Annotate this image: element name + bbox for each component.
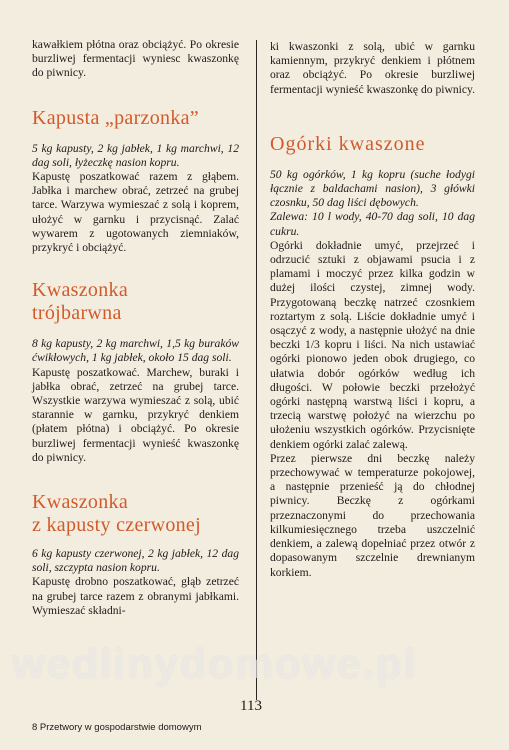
watermark: wedlinydomowe.pl (12, 640, 418, 687)
left-column (32, 38, 239, 618)
recipe-method: Kapustę drobno poszatkować, głąb zetrzeć na grubej tarce razem z obranymi jabłkami. Wymieszać składni- (32, 575, 239, 617)
recipe-title-kapusta-parzonka: Kapusta „parzonka” (32, 106, 199, 129)
column-divider (256, 40, 257, 700)
right-intro-text: ki kwaszonki z solą, ubić w garnku kamiennym, przykryć denkiem i płótnem oraz obciążyć. Po okresie burzliwej fermentacji wynieść kwaszonkę do piwnicy. (270, 40, 475, 96)
recipe-method: Ogórki dokładnie umyć, przejrzeć i odrzucić sztuki z objawami psucia i z plamami i moczyć przez kilka godzin w dużej ilości czystej, zimnej wody. Przygotowaną beczkę natrzeć czosnkiem roztartym z solą. Liście dokładnie umyć i osączyć z wody, a następnie ułożyć na dnie beczki 1/3 kopru i liści. Na nich ustawiać ogórki pionowo jeden obok drugiego, co ułatwia dobór ogórków według ich długości. W połowie beczki przełożyć ogórki następną warstwą liści i kopru, a trzecią warstwę położyć na wierzchu po ułożeniu wszystkich ogórków. Przycisnięte denkiem ogórki zalać zalewą. (270, 238, 475, 451)
recipe-title-line2: trójbarwna (32, 302, 122, 325)
footer-note: 8 Przetwory w gospodarstwie domowym (32, 722, 202, 733)
recipe-ingredients: 5 kg kapusty, 2 kg jabłek, 1 kg marchwi, 12 dag soli, łyżeczkę nasion kopru. (32, 141, 239, 169)
left-intro-text: kawałkiem płótna oraz obciążyć. Po okresie burzliwej fermentacji wyniesc kwaszonkę do piwnicy. (32, 38, 239, 80)
recipe-method-2: Przez pierwsze dni beczkę należy przechowywać w temperaturze pokojowej, a następnie przenieść ją do chłodnej piwnicy. Beczkę z ogórkami przeznaczonymi do przechowania kilkumiesięcznego trzeba uszczelnić denkiem, a zalewą dopełniać przez otwór z dopasowanym szczelnie drewnianym korkiem. (270, 451, 475, 579)
recipe-title-line1: Kwaszonka (32, 491, 129, 514)
recipe-ingredients: 50 kg ogórków, 1 kg kopru (suche łodygi łącznie z baldachami nasion), 3 główki czosnku, 50 dag liści dębowych. (270, 167, 475, 210)
recipe-title-line2: z kapusty czerwonej (32, 514, 201, 537)
recipe-title-ogorki-kwaszone: Ogórki kwaszone (270, 132, 426, 155)
page-number: 113 (240, 698, 262, 714)
recipe-ingredients: 6 kg kapusty czerwonej, 2 kg jabłek, 12 dag soli, szczypta nasion kopru. (32, 547, 239, 575)
recipe-brine: Zalewa: 10 l wody, 40-70 dag soli, 10 dag cukru. (270, 210, 475, 238)
recipe-method: Kapustę poszatkować. Marchew, buraki i jabłka obrać, zetrzeć na grubej tarce. Wszystkie warzywa wymieszać z solą, ubić starannie w garnku, przykryć denkiem (płatem płótna) i obciążyć. Po okresie burzliwej fermentacji wynieść kwaszonkę do piwnicy. (32, 365, 239, 464)
recipe-method: Kapustę poszatkować razem z głąbem. Jabłka i marchew obrać, zetrzeć na grubej tarce. Warzywa wymieszać z solą i koprem, ułożyć w garnku i przycisnąć. Zalać wywarem z ugotowanych ziemniaków, przykryć i obciążyć. (32, 170, 239, 255)
right-column (270, 40, 475, 580)
recipe-title-line1: Kwaszonka (32, 279, 129, 302)
recipe-ingredients: 8 kg kapusty, 2 kg marchwi, 1,5 kg buraków ćwikłowych, 1 kg jabłek, około 15 dag soli. (32, 337, 239, 365)
